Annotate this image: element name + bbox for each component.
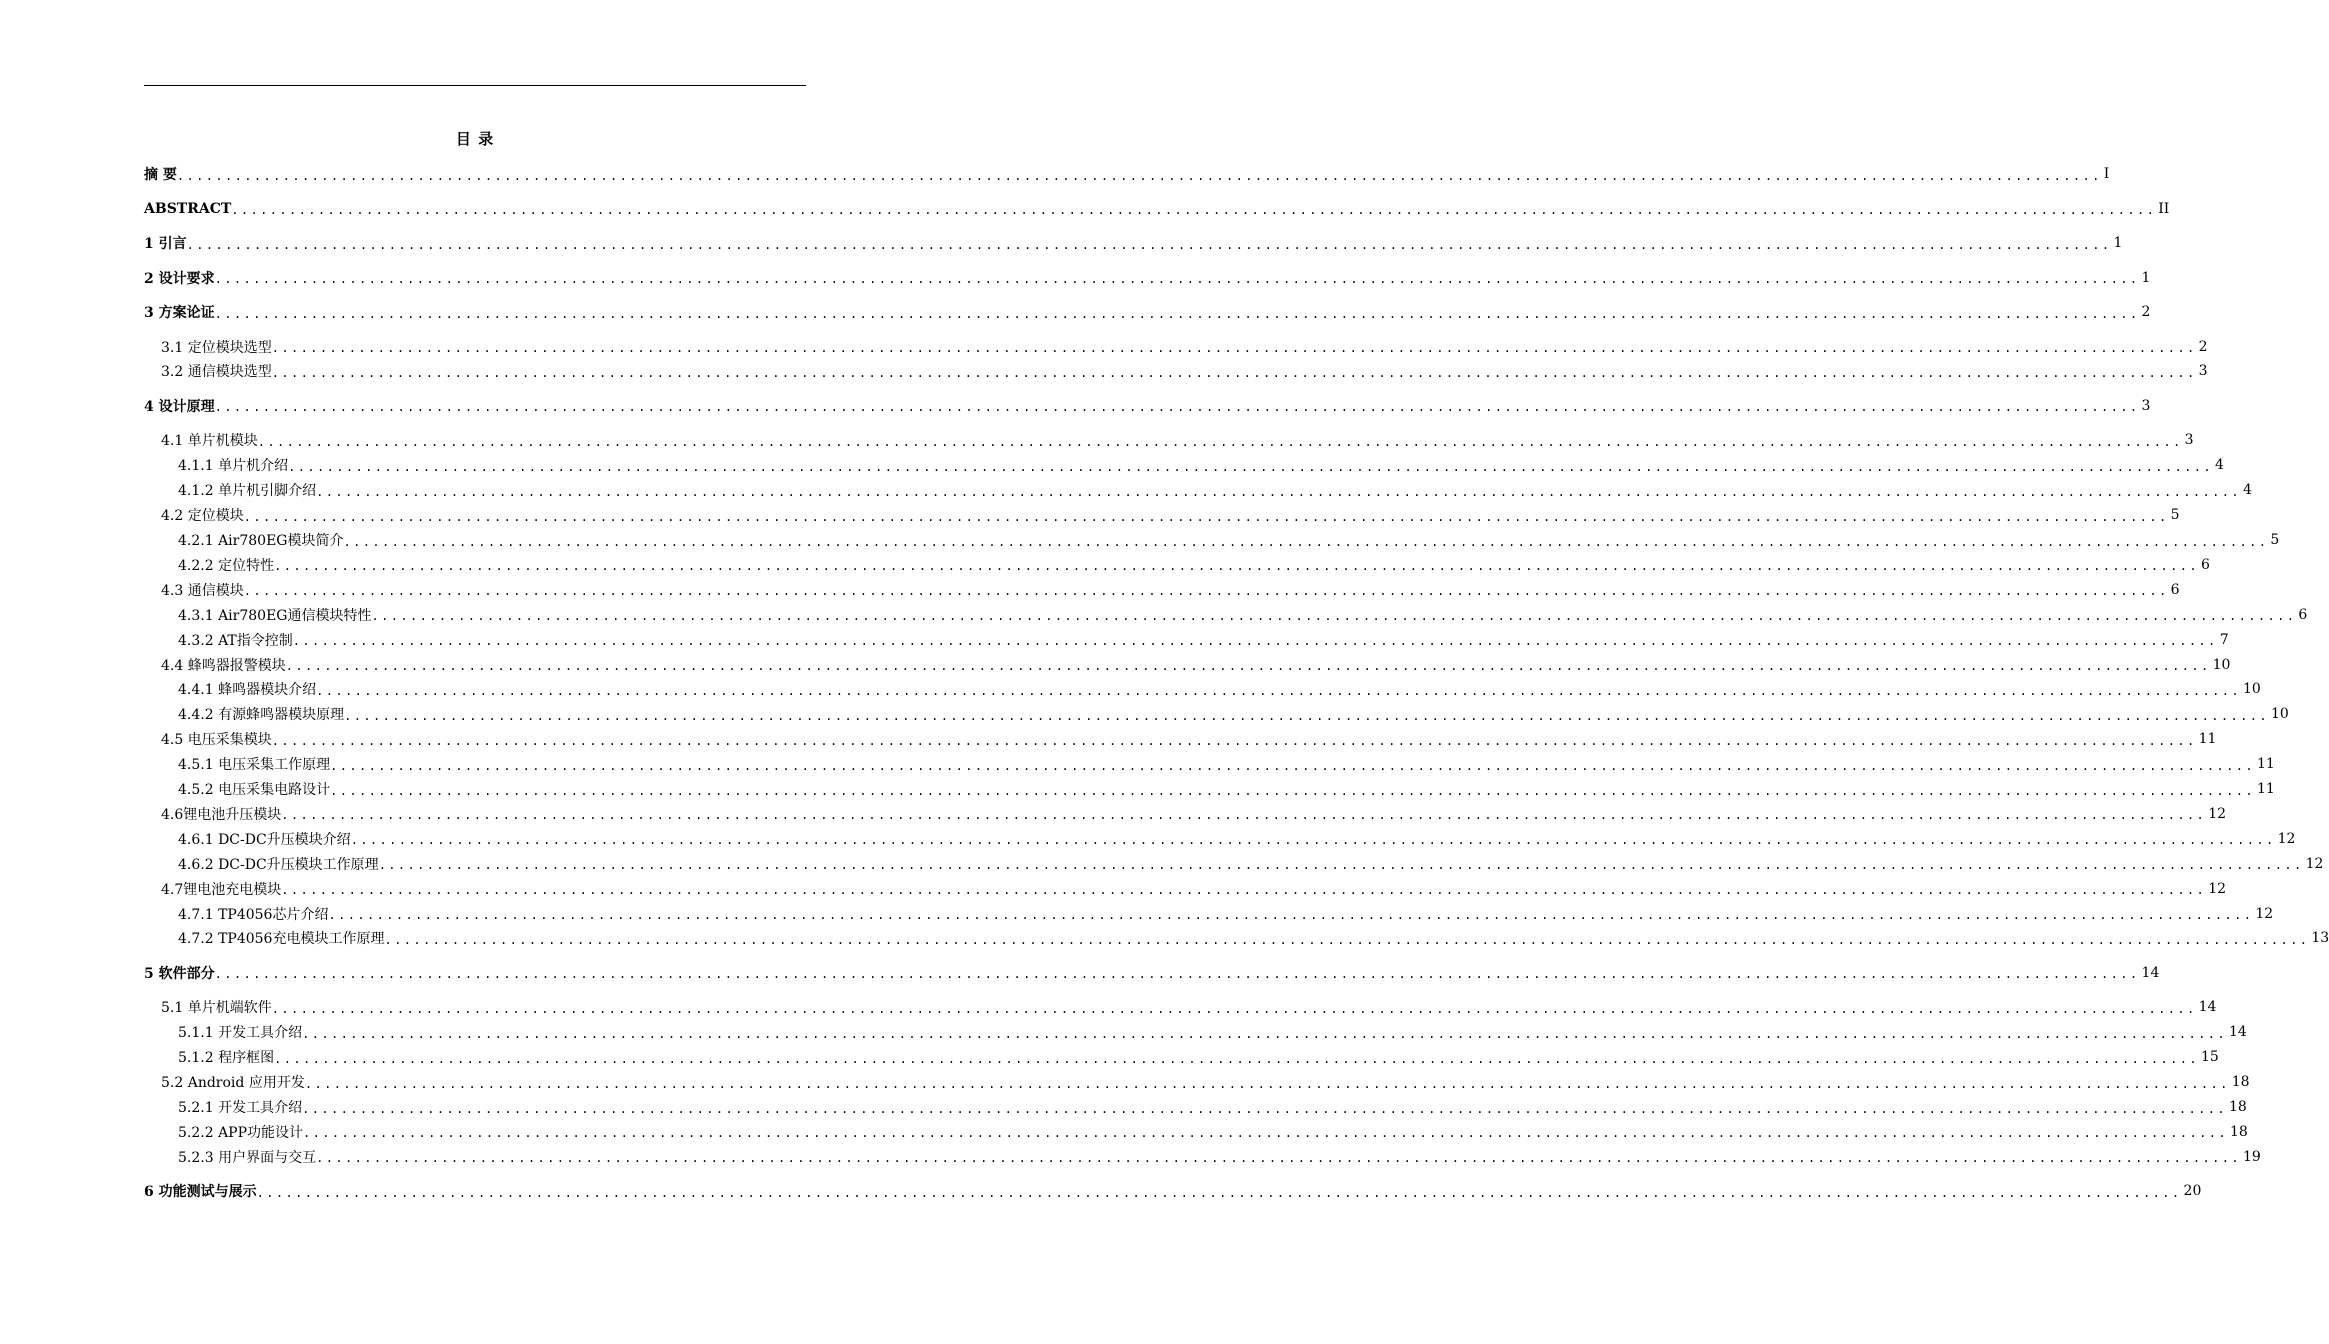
toc-entry-label: 4.1 单片机模块	[161, 433, 258, 450]
toc-page-number: 7	[2219, 631, 2229, 648]
toc-entry[interactable]	[144, 677, 2261, 701]
toc-page-number: 11	[2257, 781, 2275, 797]
toc-page-number: 2	[2141, 304, 2151, 320]
toc-entry[interactable]	[144, 961, 2160, 985]
toc-page-number: 10	[2212, 656, 2231, 673]
toc-entry-label: 4.7.1 TP4056芯片介绍	[178, 906, 329, 923]
toc-page-number: 10	[2271, 706, 2289, 723]
toc-page-number: 5	[2170, 507, 2180, 524]
toc-entry-label: 4.1.1 单片机介绍	[178, 458, 289, 475]
toc-entry[interactable]	[144, 827, 2296, 851]
toc-entry-label: 4.5.2 电压采集电路设计	[178, 782, 331, 798]
toc-entry-label: 5.1.2 程序框图	[178, 1050, 275, 1067]
toc-entry-label: 3.2 通信模块选型	[161, 364, 272, 381]
toc-entry-label: 1 引言	[144, 236, 187, 252]
toc-entry[interactable]	[144, 852, 2324, 876]
toc-page-number: 14	[2141, 964, 2160, 981]
toc-entry-label: 5.2.2 APP功能设计	[178, 1124, 304, 1141]
toc-entry-label: 4.2 定位模块	[161, 508, 244, 525]
toc-entry[interactable]	[144, 702, 2289, 726]
toc-entry-label: 4.4.2 有源蜂鸣器模块原理	[178, 707, 345, 724]
toc-leader-dots: ........................................................................................................................................................................................................	[271, 365, 2197, 380]
toc-entry[interactable]	[144, 1145, 2261, 1169]
toc-page-number: 14	[2198, 999, 2217, 1016]
toc-entry-label: 4.5 电压采集模块	[161, 732, 272, 749]
toc-entry-label: 4.3 通信模块	[161, 582, 244, 599]
toc-leader-dots: ........................................................................................................................................................................................................	[214, 272, 2140, 286]
toc-leader-dots: ........................................................................................................................................................................................................	[274, 559, 2199, 574]
toc-leader-dots: ........................................................................................................................................................................................................	[243, 509, 2169, 524]
toc-entry-label: 6 功能测试与展示	[144, 1184, 257, 1201]
toc-entry[interactable]	[144, 394, 2151, 418]
toc-entry-label: 2 设计要求	[144, 270, 215, 287]
toc-page-number: 20	[2183, 1183, 2202, 1200]
toc-page-number: 1	[2113, 235, 2123, 251]
toc-entry[interactable]	[144, 162, 2110, 186]
toc-leader-dots: ........................................................................................................................................................................................................	[281, 883, 2207, 898]
toc-leader-dots: ........................................................................................................................................................................................................	[271, 733, 2197, 748]
toc-leader-dots: ........................................................................................................................................................................................................	[330, 783, 2255, 798]
toc-entry-label: 4 设计原理	[144, 398, 215, 415]
toc-entry[interactable]	[144, 1120, 2248, 1144]
toc-page-number: 12	[2277, 830, 2296, 847]
toc-leader-dots: ........................................................................................................................................................................................................	[243, 584, 2169, 599]
toc-leader-dots: ........................................................................................................................................................................................................	[330, 758, 2255, 773]
toc-leader-dots: ........................................................................................................................................................................................................	[316, 1151, 2241, 1166]
toc-leader-dots: ........................................................................................................................................................................................................	[271, 1001, 2197, 1016]
toc-leader-dots: ........................................................................................................................................................................................................	[378, 858, 2304, 873]
toc-title: 目 录	[455, 130, 495, 148]
toc-leader-dots: ........................................................................................................................................................................................................	[303, 1126, 2228, 1141]
toc-entry-label: 5 软件部分	[144, 965, 215, 982]
toc-leader-dots: ........................................................................................................................................................................................................	[281, 808, 2207, 823]
toc-page-number: 2	[2198, 338, 2208, 355]
toc-entry-label: 3.1 定位模块选型	[161, 339, 272, 356]
toc-entry[interactable]	[144, 1045, 2219, 1069]
toc-page-number: 3	[2141, 397, 2151, 414]
toc-entry[interactable]	[144, 359, 2208, 383]
toc-entry[interactable]	[144, 802, 2227, 826]
toc-entry-label: 3 方案论证	[144, 305, 215, 321]
toc-page-number: 3	[2198, 363, 2208, 380]
toc-page-number: 18	[2229, 1099, 2247, 1115]
toc-page-number: 4	[2215, 457, 2224, 474]
toc-entry[interactable]	[144, 553, 2210, 577]
toc-page-number: 4	[2243, 482, 2252, 499]
toc-entry-label: 4.2.1 Air780EG模块简介	[178, 533, 344, 549]
toc-entry[interactable]	[144, 335, 2208, 359]
toc-entry-label: 4.3.2 AT指令控制	[178, 632, 293, 649]
toc-entry-label: 5.2.3 用户界面与交互	[178, 1149, 317, 1166]
toc-entry[interactable]	[144, 995, 2217, 1019]
toc-page-number: 11	[2198, 731, 2217, 748]
toc-leader-dots: ........................................................................................................................................................................................................	[350, 833, 2276, 848]
toc-page-number: 11	[2257, 756, 2275, 773]
toc-entry-label: 4.7.2 TP4056充电模块工作原理	[178, 931, 385, 948]
toc-entry-label: 4.2.2 定位特性	[178, 557, 275, 574]
toc-entry[interactable]	[144, 926, 2329, 950]
toc-entry[interactable]	[144, 628, 2229, 652]
toc-page-number: 12	[2208, 805, 2227, 822]
toc-leader-dots: ........................................................................................................................................................................................................	[256, 1185, 2182, 1200]
toc-entry-label: 4.7锂电池充电模块	[161, 881, 282, 898]
toc-entry[interactable]	[144, 777, 2275, 801]
toc-entry[interactable]	[144, 603, 2308, 627]
toc-entry-label: 4.4 蜂鸣器报警模块	[161, 657, 286, 674]
toc-entry-label: 4.3.1 Air780EG通信模块特性	[178, 607, 372, 624]
toc-page-number: 18	[2229, 1123, 2248, 1140]
toc-entry-label: 4.5.1 电压采集工作原理	[178, 757, 331, 774]
toc-page-number: 5	[2270, 532, 2280, 548]
toc-entry[interactable]	[144, 727, 2217, 751]
toc-page-number: 12	[2305, 855, 2324, 872]
toc-leader-dots: ........................................................................................................................................................................................................	[344, 708, 2269, 723]
toc-leader-dots: ........................................................................................................................................................................................................	[285, 659, 2211, 673]
toc-leader-dots: ........................................................................................................................................................................................................	[316, 683, 2241, 698]
toc-page-number: I	[2103, 166, 2110, 182]
toc-entry[interactable]	[144, 453, 2224, 477]
toc-leader-dots: ........................................................................................................................................................................................................	[271, 341, 2197, 355]
toc-leader-dots: ........................................................................................................................................................................................................	[214, 400, 2140, 415]
toc-entry[interactable]	[144, 300, 2151, 324]
toc-leader-dots: ........................................................................................................................................................................................................	[371, 609, 2297, 624]
toc-leader-dots: ........................................................................................................................................................................................................	[257, 434, 2183, 449]
toc-entry[interactable]	[144, 1179, 2202, 1203]
toc-leader-dots: ........................................................................................................................................................................................................	[343, 534, 2269, 549]
toc-page-number: 1	[2141, 269, 2151, 286]
toc-entry[interactable]	[144, 231, 2123, 255]
toc-page-number: 3	[2184, 432, 2194, 449]
toc-leader-dots: ........................................................................................................................................................................................................	[176, 168, 2102, 183]
toc-entry[interactable]	[144, 1020, 2247, 1044]
toc-entry[interactable]	[144, 877, 2227, 901]
toc-entry-label: 5.1 单片机端软件	[161, 1000, 272, 1017]
toc-leader-dots: ........................................................................................................................................................................................................	[274, 1051, 2199, 1066]
toc-leader-dots: ........................................................................................................................................................................................................	[214, 967, 2140, 982]
toc-entry-label: ABSTRACT	[144, 200, 232, 217]
toc-entry-label: 4.6.1 DC-DC升压模块介绍	[178, 831, 351, 848]
toc-leader-dots: ........................................................................................................................................................................................................	[231, 203, 2157, 217]
toc-entry-label: 4.6.2 DC-DC升压模块工作原理	[178, 856, 379, 873]
toc-leader-dots: ........................................................................................................................................................................................................	[328, 908, 2254, 922]
header-rule	[144, 85, 806, 86]
toc-leader-dots: ........................................................................................................................................................................................................	[186, 237, 2112, 252]
toc-entry-label: 4.6锂电池升压模块	[161, 806, 282, 823]
toc-page-number: 6	[2201, 556, 2210, 573]
toc-page-number: 10	[2243, 681, 2261, 698]
toc-leader-dots: ........................................................................................................................................................................................................	[214, 306, 2140, 321]
toc-page-number: 19	[2243, 1148, 2261, 1165]
toc-page-number: 13	[2311, 930, 2329, 947]
toc-page-number: 12	[2208, 880, 2227, 897]
toc-page-number: 6	[2170, 581, 2180, 598]
toc-leader-dots: ........................................................................................................................................................................................................	[302, 1026, 2227, 1041]
toc-entry[interactable]	[144, 1070, 2250, 1094]
toc-page-number: 6	[2298, 606, 2308, 623]
toc-entry-label: 4.1.2 单片机引脚介绍	[178, 483, 317, 500]
toc-entry[interactable]	[144, 266, 2151, 290]
toc-entry[interactable]	[144, 428, 2194, 452]
toc-entry[interactable]	[144, 902, 2274, 926]
toc-page-number: 18	[2231, 1074, 2250, 1091]
toc-entry[interactable]	[144, 578, 2180, 602]
toc-page-number: 12	[2255, 905, 2274, 922]
toc-page-number: 14	[2229, 1024, 2247, 1041]
toc-leader-dots: ........................................................................................................................................................................................................	[384, 932, 2310, 947]
toc-entry[interactable]	[144, 528, 2280, 552]
toc-entry[interactable]	[144, 752, 2275, 776]
toc-leader-dots: ........................................................................................................................................................................................................	[292, 634, 2218, 649]
toc-entry-label: 5.2.1 开发工具介绍	[178, 1100, 303, 1116]
toc-entry-label: 4.4.1 蜂鸣器模块介绍	[178, 682, 317, 699]
toc-entry[interactable]	[144, 503, 2180, 527]
toc-entry-label: 5.2 Android 应用开发	[161, 1075, 305, 1092]
toc-entry[interactable]	[144, 478, 2252, 502]
toc-leader-dots: ........................................................................................................................................................................................................	[288, 459, 2213, 474]
toc-page-number: 15	[2201, 1049, 2219, 1066]
toc-leader-dots: ........................................................................................................................................................................................................	[316, 484, 2241, 499]
toc-leader-dots: ........................................................................................................................................................................................................	[302, 1101, 2227, 1116]
toc-entry[interactable]	[144, 653, 2231, 677]
toc-entry[interactable]	[144, 1095, 2247, 1119]
toc-entry-label: 摘 要	[144, 167, 177, 183]
toc-page-number: II	[2158, 200, 2170, 217]
toc-entry[interactable]	[144, 197, 2170, 221]
toc-leader-dots: ........................................................................................................................................................................................................	[304, 1076, 2230, 1091]
toc-entry-label: 5.1.1 开发工具介绍	[178, 1025, 303, 1042]
